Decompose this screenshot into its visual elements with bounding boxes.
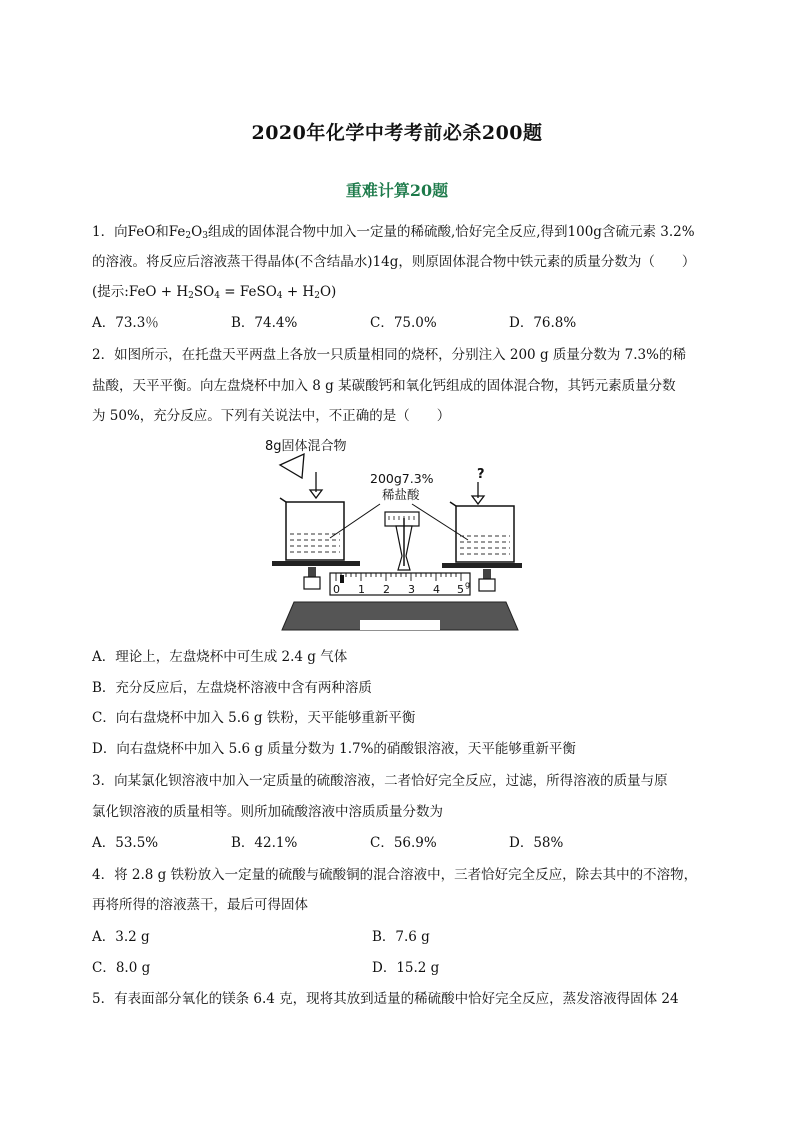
q2-option-a[interactable]: A．理论上，左盘烧杯中可生成 2.4 g 气体 [92,649,348,665]
paper-funnel-icon [280,454,304,478]
page-title: 2020年化学中考考前必杀200题 [251,122,543,144]
q4-option-a[interactable]: A．3.2 g [92,929,150,945]
tick-label-0: 0 [333,583,340,596]
q2-option-d[interactable]: D．向右盘烧杯中加入 5.6 g 质量分数为 1.7%的硝酸银溶液，天平能够重新平衡 [92,741,576,757]
q3-line-1: 3．向某氯化钡溶液中加入一定质量的硫酸溶液，二者恰好完全反应，过滤，所得溶液的质量与原 [92,773,668,789]
figure-label-acid-2: 稀盐酸 [382,487,420,502]
q2-option-c[interactable]: C．向右盘烧杯中加入 5.6 g 铁粉，天平能够重新平衡 [92,710,416,726]
balance-figure [260,430,522,635]
q4-option-d[interactable]: D．15.2 g [372,960,440,976]
q1-hint: (提示:FeO + $H_2SO_4$ = FeSO$_4$ + $H_2O$) [92,284,337,301]
tick-label-5: 5 [457,583,464,596]
figure-label-acid-1: 200g7.3% [370,471,434,486]
tick-unit: g [465,580,471,589]
q3-option-d[interactable]: D．58% [509,835,564,851]
q3-line-2: 氯化钡溶液的质量相等。则所加硫酸溶液中溶质质量分数为 [92,804,443,820]
tick-label-3: 3 [408,583,415,596]
q1-option-c[interactable]: C．75.0% [370,315,437,331]
tick-label-1: 1 [358,583,365,596]
right-pan [442,563,522,568]
q2-line-2: 盐酸，天平平衡。向左盘烧杯中加入 8 g 某碳酸钙和氧化钙组成的固体混合物，其钙元素质量分数 [92,378,676,394]
figure-label-question: ? [477,467,485,482]
q5-line-1: 5．有表面部分氧化的镁条 6.4 克，现将其放到适量的稀硫酸中恰好完全反应，蒸发溶液得固体 24 [92,991,679,1007]
q2-line-3: 为 50%，充分反应。下列有关说法中，不正确的是（ ） [92,408,451,424]
figure-label-solid: 8g固体混合物 [265,439,347,454]
q4-option-b[interactable]: B．7.6 g [372,929,430,945]
q1-option-a[interactable]: A．73.3％ [92,315,159,331]
left-pan [272,561,360,566]
q2-line-1: 2．如图所示，在托盘天平两盘上各放一只质量相同的烧杯，分别注入 200 g 质量分数为 7.3%的稀 [92,347,686,363]
q1-line-2: 的溶液。将反应后溶液蒸干得晶体(不含结晶水)14g，则原固体混合物中铁元素的质量分数为（ ） [92,254,696,270]
q4-line-1: 4．将 2.8 g 铁粉放入一定量的硫酸与硫酸铜的混合溶液中，三者恰好完全反应，除去其中的不溶物， [92,867,698,883]
right-liquid [460,536,510,554]
section-title: 重难计算20题 [345,181,449,200]
q1-option-d[interactable]: D．76.8% [509,315,577,331]
q1-line-1: 1．向FeO和$Fe_2O_3$组成的固体混合物中加入一定量的稀硫酸,恰好完全反应,得到100g含硫元素 3.2% [92,224,695,241]
q4-line-2: 再将所得的溶液蒸干，最后可得固体 [92,897,308,913]
tick-label-4: 4 [433,583,440,596]
q2-option-b[interactable]: B．充分反应后，左盘烧杯溶液中含有两种溶质 [92,680,372,696]
q3-option-b[interactable]: B．42.1% [231,835,298,851]
tick-label-2: 2 [383,583,390,596]
q4-option-c[interactable]: C．8.0 g [92,960,151,976]
q3-option-c[interactable]: C．56.9% [370,835,437,851]
q3-option-a[interactable]: A．53.5% [92,835,159,851]
q1-option-b[interactable]: B．74.4% [231,315,298,331]
